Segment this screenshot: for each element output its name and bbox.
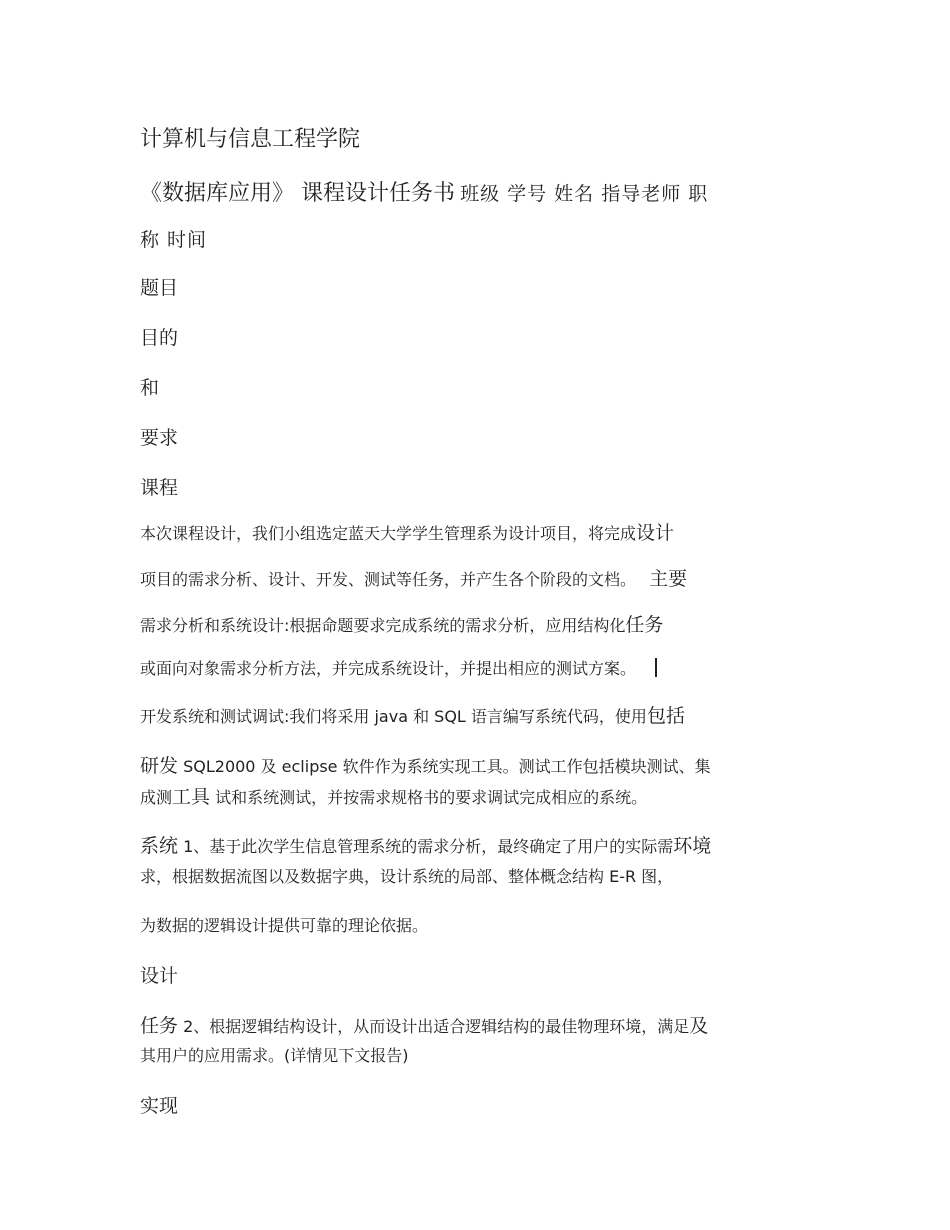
para1-line2: 项目的需求分析、设计、开发、测试等任务，并产生各个阶段的文档。 主要 xyxy=(140,568,688,590)
para4-line1: 任务 2、根据逻辑结构设计，从而设计出适合逻辑结构的最佳物理环境，满足及 xyxy=(140,1015,709,1037)
label-requirement: 要求 xyxy=(140,427,179,449)
label-design: 设计 xyxy=(140,965,179,987)
para3-line2: 求，根据数据流图以及数据字典，设计系统的局部、整体概念结构 E-R 图， xyxy=(140,867,674,886)
header-fields-cont: 称 时间 xyxy=(140,229,208,251)
para1-line4: 或面向对象需求分析方法，并完成系统设计，并提出相应的测试方案。 xyxy=(140,656,657,679)
course-design-title: 《数据库应用》 课程设计任务书 xyxy=(140,181,455,206)
header-fields: 班级 学号 姓名 指导老师 职 xyxy=(460,183,709,205)
para2-line1: 研发 SQL2000 及 eclipse 软件作为系统实现工具。测试工作包括模块测试、集 xyxy=(140,755,711,777)
text-cursor xyxy=(655,658,657,677)
para1-line1: 本次课程设计，我们小组选定蓝天大学学生管理系为设计项目，将完成设计 xyxy=(140,522,675,544)
para1-line3: 需求分析和系统设计:根据命题要求完成系统的需求分析，应用结构化任务 xyxy=(140,614,664,636)
para4-line2: 其用户的应用需求。(详情见下文报告) xyxy=(140,1046,409,1065)
para2-line2: 成测工具 试和系统测试，并按需求规格书的要求调试完成相应的系统。 xyxy=(140,786,648,808)
para3-line1: 系统 1、基于此次学生信息管理系统的需求分析，最终确定了用户的实际需环境 xyxy=(140,835,712,857)
label-and: 和 xyxy=(140,377,160,399)
para1-line5: 开发系统和测试调试:我们将采用 java 和 SQL 语言编写系统代码，使用包括 xyxy=(140,705,685,727)
label-topic: 题目 xyxy=(140,277,179,299)
label-purpose: 目的 xyxy=(140,327,179,349)
para3-line3: 为数据的逻辑设计提供可靠的理论依据。 xyxy=(140,916,429,935)
label-course: 课程 xyxy=(140,477,179,499)
college-name: 计算机与信息工程学院 xyxy=(140,127,361,152)
label-implement: 实现 xyxy=(140,1095,179,1117)
task-header xyxy=(140,178,800,210)
